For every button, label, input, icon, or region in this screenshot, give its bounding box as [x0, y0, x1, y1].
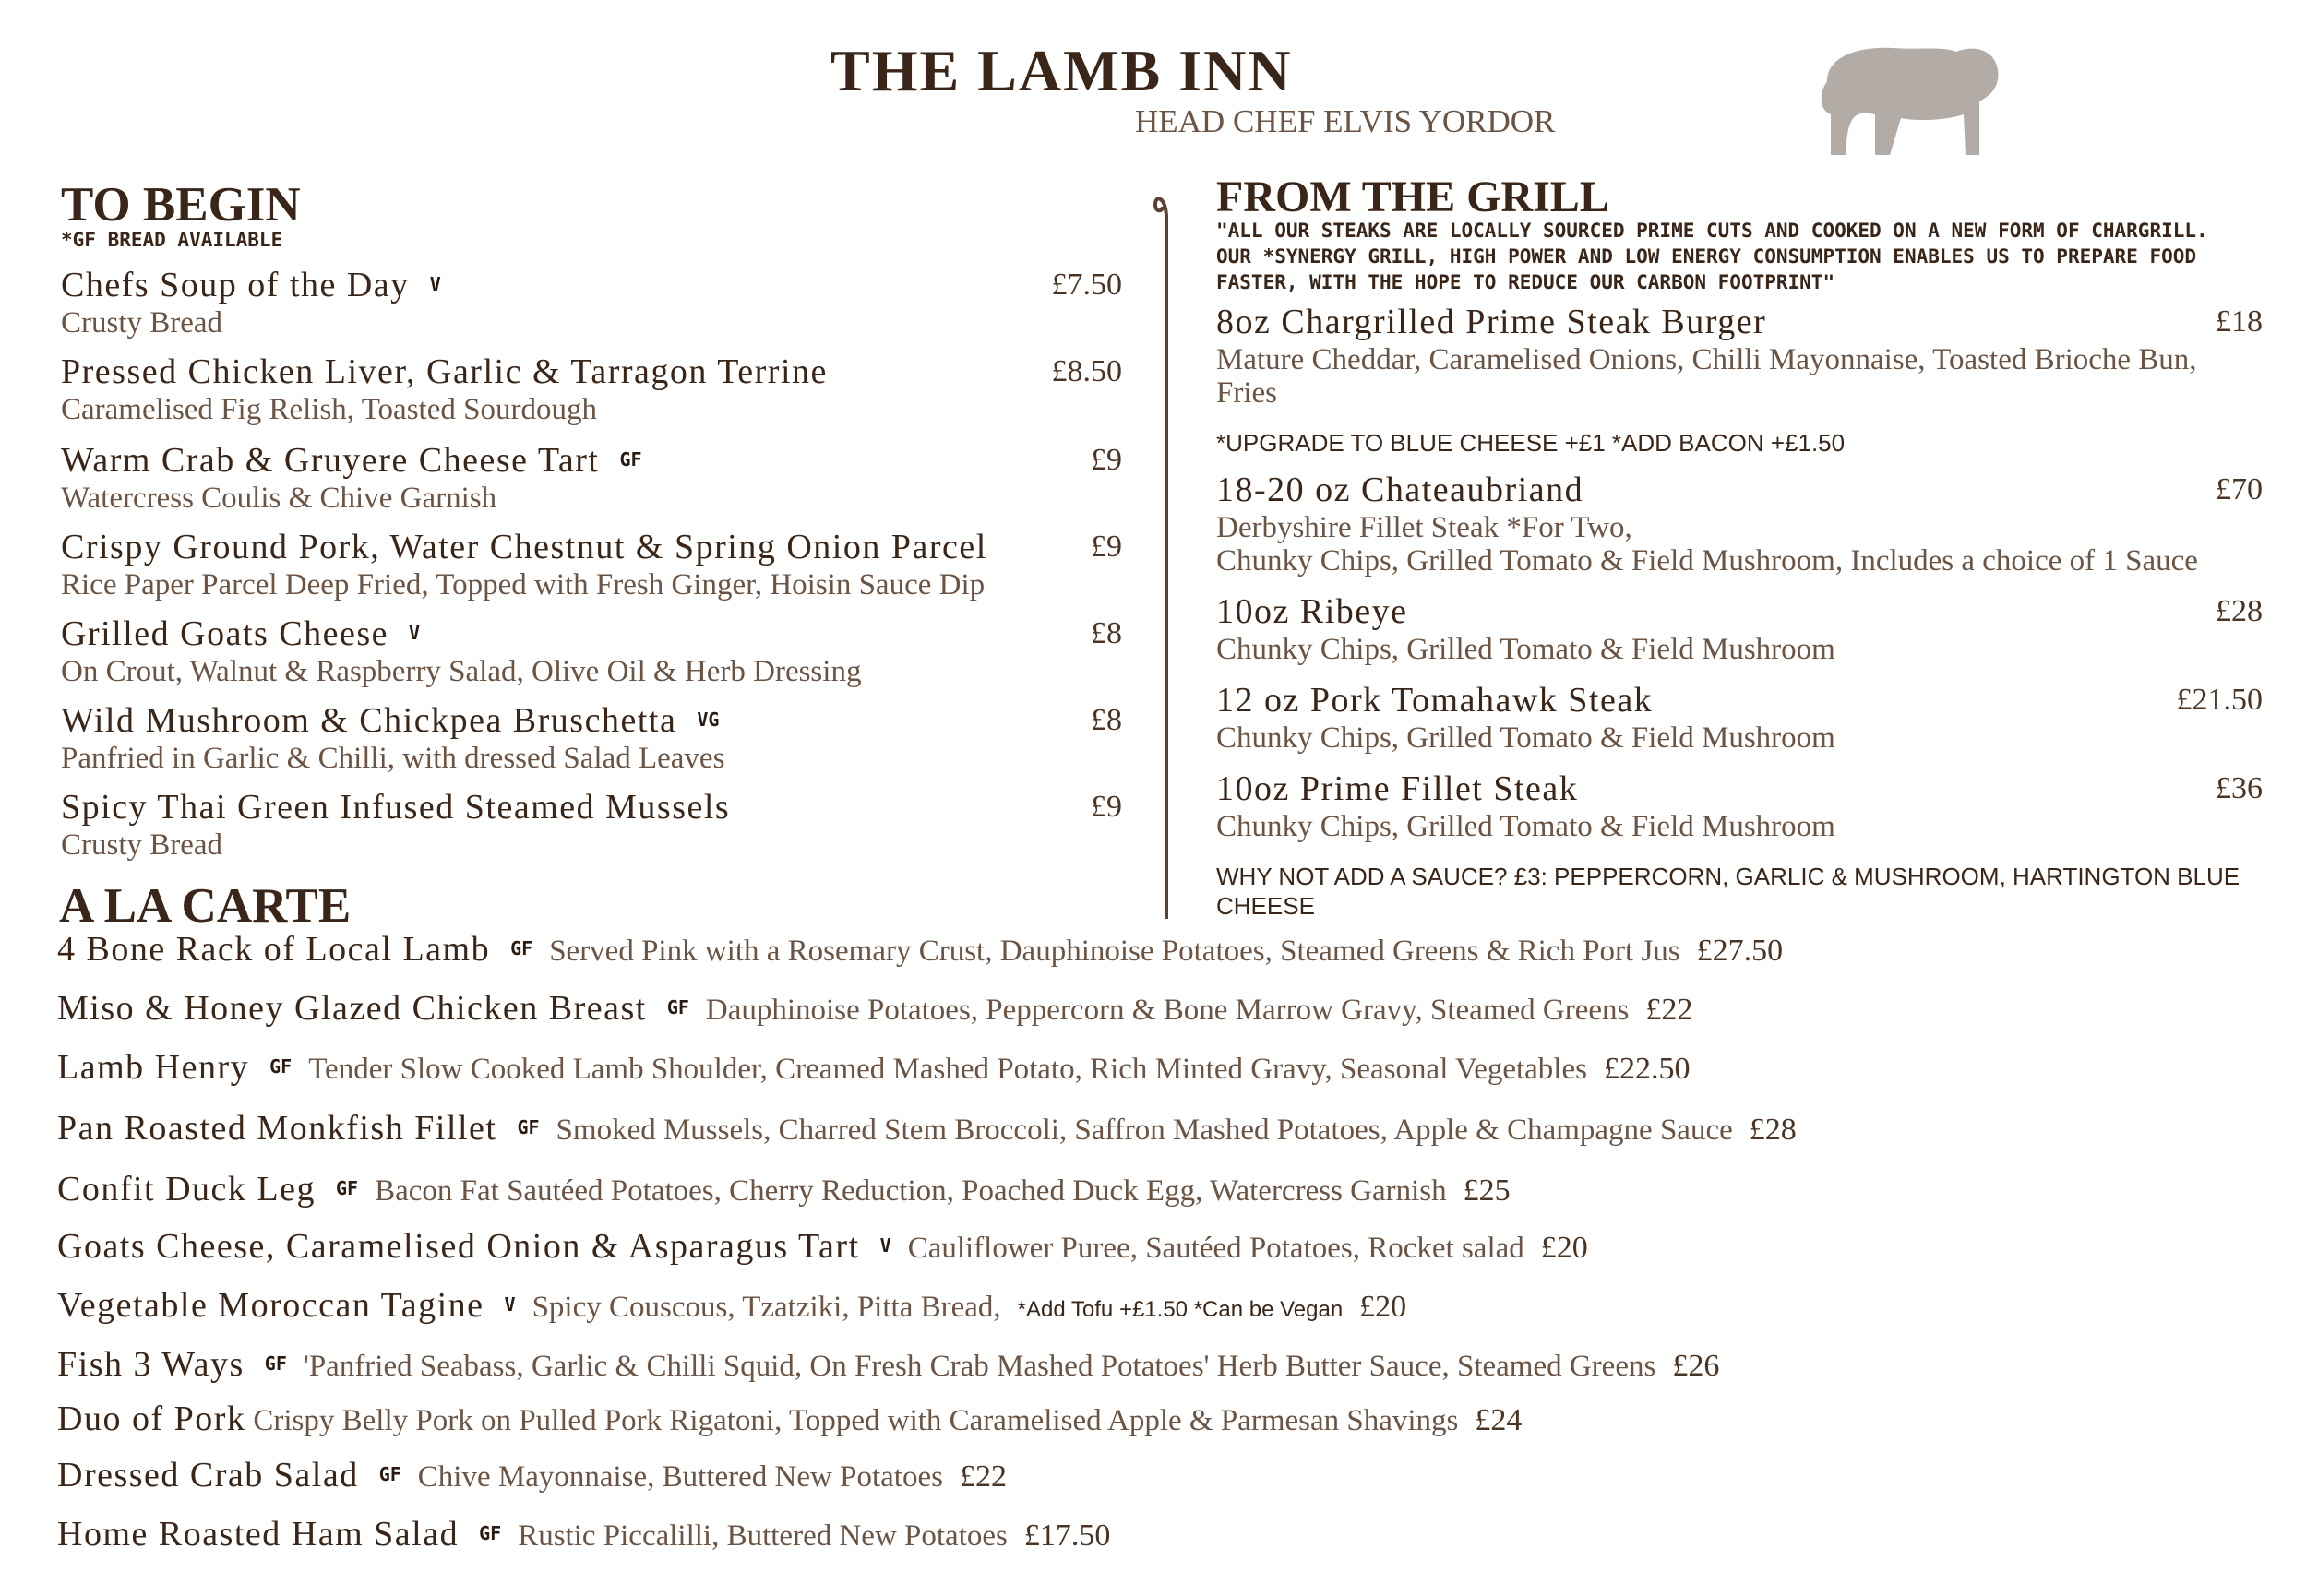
item-price: £9: [1091, 790, 1122, 824]
to-begin-heading: TO BEGIN: [61, 178, 301, 232]
item-price: £8: [1091, 616, 1122, 650]
main-course-item: [57, 1105, 1797, 1158]
sauce-note-line: WHY NOT ADD A SAUCE? £3: PEPPERCORN, GARLIC & MUSHROOM, HARTINGTON BLUE: [1216, 863, 2240, 890]
item-name: Duo of Pork: [57, 1399, 246, 1438]
item-description: Mature Cheddar, Caramelised Onions, Chilli Mayonnaise, Toasted Brioche Bun, Fries: [1216, 343, 2197, 410]
gf-bread-note: *GF BREAD AVAILABLE: [61, 229, 283, 251]
dietary-tag: VG: [697, 709, 720, 731]
dietary-tag: GF: [666, 996, 689, 1018]
item-description: Chunky Chips, Grilled Tomato & Field Mushroom: [1216, 633, 1835, 666]
main-course-item: [57, 985, 1692, 1038]
item-name: 8oz Chargrilled Prime Steak Burger: [1216, 303, 1767, 341]
item-description: Panfried in Garlic & Chilli, with dressed Salad Leaves: [61, 742, 725, 775]
item-description: On Crout, Walnut & Raspberry Salad, Olive Oil & Herb Dressing: [61, 655, 862, 688]
main-course-item: [57, 1166, 1511, 1219]
item-name: Confit Duck Leg: [57, 1170, 317, 1209]
sheep-icon: [1790, 26, 2002, 164]
main-course-item: [57, 926, 1783, 979]
grill-item: [1216, 768, 2263, 843]
item-description: Rice Paper Parcel Deep Fried, Topped with Fresh Ginger, Hoisin Sauce Dip: [61, 568, 986, 601]
grill-heading: FROM THE GRILL: [1216, 173, 1609, 221]
item-extra-note: *Add Tofu +£1.50 *Can be Vegan: [1017, 1297, 1344, 1322]
item-name: 4 Bone Rack of Local Lamb: [57, 930, 491, 969]
starter-item: [61, 264, 1122, 339]
item-name: Vegetable Moroccan Tagine: [57, 1286, 484, 1325]
item-price: £20: [1359, 1290, 1407, 1324]
item-description: Chive Mayonnaise, Buttered New Potatoes: [417, 1460, 943, 1494]
item-description: Crusty Bread: [61, 828, 223, 862]
item-name: Grilled Goats Cheese: [61, 614, 389, 653]
grill-item: [1216, 679, 2263, 755]
grill-item: [1216, 469, 2263, 578]
starter-item: [61, 439, 1122, 515]
item-description: Watercress Coulis & Chive Garnish: [61, 482, 497, 515]
item-name: Dressed Crab Salad: [57, 1456, 359, 1495]
item-price: £17.50: [1023, 1519, 1111, 1553]
grill-item: [1216, 590, 2263, 666]
main-course-item: [57, 1223, 1588, 1276]
starter-item: [61, 699, 1122, 775]
head-chef: HEAD CHEF ELVIS YORDOR: [1135, 103, 1556, 139]
item-name: Wild Mushroom & Chickpea Bruschetta: [61, 701, 677, 740]
item-price: £25: [1463, 1173, 1511, 1208]
item-price: £28: [1749, 1113, 1797, 1147]
main-course-item: [57, 1397, 1522, 1448]
item-description: Crusty Bread: [61, 306, 223, 339]
item-price: £22: [1645, 993, 1693, 1027]
starter-item: [61, 786, 1122, 862]
dietary-tag: GF: [510, 937, 533, 959]
item-name: Chefs Soup of the Day: [61, 266, 410, 304]
dietary-tag: GF: [264, 1352, 287, 1375]
item-price: £27.50: [1696, 934, 1784, 968]
upgrade-note: *UPGRADE TO BLUE CHEESE +£1 *ADD BACON +£1.50: [1216, 429, 1846, 457]
item-name: Lamb Henry: [57, 1048, 250, 1087]
item-name: Crispy Ground Pork, Water Chestnut & Spring Onion Parcel: [61, 528, 987, 566]
brand-logo: [830, 18, 1556, 157]
item-name: 10oz Prime Fillet Steak: [1216, 769, 1579, 808]
dietary-tag: GF: [336, 1177, 359, 1199]
grill-note: [1216, 218, 2208, 295]
sauce-note: [1216, 862, 2240, 921]
shepherds-crook-divider: [1152, 181, 1179, 919]
item-price: £24: [1475, 1403, 1523, 1437]
item-price: £28: [2216, 594, 2263, 628]
dietary-tag: V: [409, 622, 421, 644]
grill-note-line: FASTER, WITH THE HOPE TO REDUCE OUR CARBON FOOTPRINT": [1216, 271, 1835, 293]
item-price: £36: [2216, 771, 2263, 805]
item-name: Warm Crab & Gruyere Cheese Tart: [61, 441, 600, 480]
item-price: £7.50: [1051, 268, 1122, 302]
dietary-tag: V: [429, 273, 441, 295]
item-description: Caramelised Fig Relish, Toasted Sourdough: [61, 393, 597, 426]
item-description: Served Pink with a Rosemary Crust, Dauphinoise Potatoes, Steamed Greens & Rich Port Jus: [549, 935, 1680, 968]
main-course-item: [57, 1282, 1406, 1335]
item-name: Miso & Honey Glazed Chicken Breast: [57, 989, 647, 1028]
item-name: Pan Roasted Monkfish Fillet: [57, 1109, 497, 1148]
item-description: Chunky Chips, Grilled Tomato & Field Mushroom, Includes a choice of 1 Sauce: [1216, 544, 2198, 578]
grill-note-line: "ALL OUR STEAKS ARE LOCALLY SOURCED PRIME CUTS AND COOKED ON A NEW FORM OF CHARGRILL.: [1216, 220, 2208, 242]
a-la-carte-heading: A LA CARTE: [59, 879, 352, 933]
item-description: Smoked Mussels, Charred Stem Broccoli, Saffron Mashed Potatoes, Apple & Champagne Sauce: [556, 1114, 1733, 1147]
main-course-item: [57, 1341, 1719, 1394]
item-name: Fish 3 Ways: [57, 1345, 245, 1384]
item-price: £9: [1091, 530, 1122, 564]
starter-item: [61, 613, 1122, 688]
item-name: 10oz Ribeye: [1216, 592, 1408, 631]
item-name: Pressed Chicken Liver, Garlic & Tarragon Terrine: [61, 352, 828, 391]
item-name: Home Roasted Ham Salad: [57, 1515, 460, 1554]
item-name: 12 oz Pork Tomahawk Steak: [1216, 681, 1654, 720]
item-description: 'Panfried Seabass, Garlic & Chilli Squid, On Fresh Crab Mashed Potatoes' Herb Butter Sauce, Steamed Greens: [303, 1350, 1656, 1383]
item-description: Crispy Belly Pork on Pulled Pork Rigatoni, Topped with Caramelised Apple & Parmesan Shavings: [253, 1404, 1459, 1437]
item-price: £9: [1091, 443, 1122, 477]
item-price: £70: [2216, 472, 2263, 506]
dietary-tag: GF: [378, 1463, 401, 1485]
item-description: Bacon Fat Sautéed Potatoes, Cherry Reduction, Poached Duck Egg, Watercress Garnish: [375, 1174, 1447, 1208]
item-description: Chunky Chips, Grilled Tomato & Field Mushroom: [1216, 721, 1835, 755]
sauce-note-line: CHEESE: [1216, 892, 1315, 920]
dietary-tag: GF: [517, 1116, 540, 1138]
main-course-item: [57, 1511, 1110, 1564]
item-name: Spicy Thai Green Infused Steamed Mussels: [61, 788, 731, 827]
item-price: £22.50: [1603, 1052, 1691, 1086]
grill-item: [1216, 301, 2263, 410]
item-price: £21.50: [2176, 683, 2263, 717]
item-description: Chunky Chips, Grilled Tomato & Field Mushroom: [1216, 810, 1835, 843]
item-description: Rustic Piccalilli, Buttered New Potatoes: [518, 1519, 1008, 1553]
item-price: £18: [2216, 304, 2263, 339]
dietary-tag: V: [504, 1293, 516, 1316]
item-description: Dauphinoise Potatoes, Peppercorn & Bone Marrow Gravy, Steamed Greens: [705, 994, 1630, 1027]
item-description: Tender Slow Cooked Lamb Shoulder, Creamed Mashed Potato, Rich Minted Gravy, Seasonal Vegetables: [308, 1053, 1587, 1086]
restaurant-name: THE LAMB INN: [830, 38, 1293, 103]
item-price: £26: [1672, 1349, 1720, 1383]
item-name: Goats Cheese, Caramelised Onion & Asparagus Tart: [57, 1227, 860, 1266]
item-name: 18-20 oz Chateaubriand: [1216, 470, 1584, 509]
main-course-item: [57, 1452, 1007, 1505]
item-description: Derbyshire Fillet Steak *For Two,: [1216, 511, 1632, 544]
dietary-tag: GF: [619, 448, 642, 470]
item-description: Cauliflower Puree, Sautéed Potatoes, Rocket salad: [907, 1232, 1524, 1265]
item-description: Spicy Couscous, Tzatziki, Pitta Bread,: [532, 1291, 1001, 1324]
item-price: £22: [959, 1459, 1007, 1494]
dietary-tag: GF: [269, 1055, 293, 1078]
dietary-tag: GF: [479, 1522, 502, 1544]
grill-note-line: OUR *SYNERGY GRILL, HIGH POWER AND LOW ENERGY CONSUMPTION ENABLES US TO PREPARE FOOD: [1216, 245, 2197, 268]
item-price: £8: [1091, 703, 1122, 737]
item-price: £20: [1540, 1231, 1588, 1265]
dietary-tag: V: [879, 1234, 891, 1257]
starter-item: [61, 526, 1122, 601]
main-course-item: [57, 1044, 1690, 1097]
starter-item: [61, 351, 1122, 426]
item-price: £8.50: [1051, 354, 1122, 388]
